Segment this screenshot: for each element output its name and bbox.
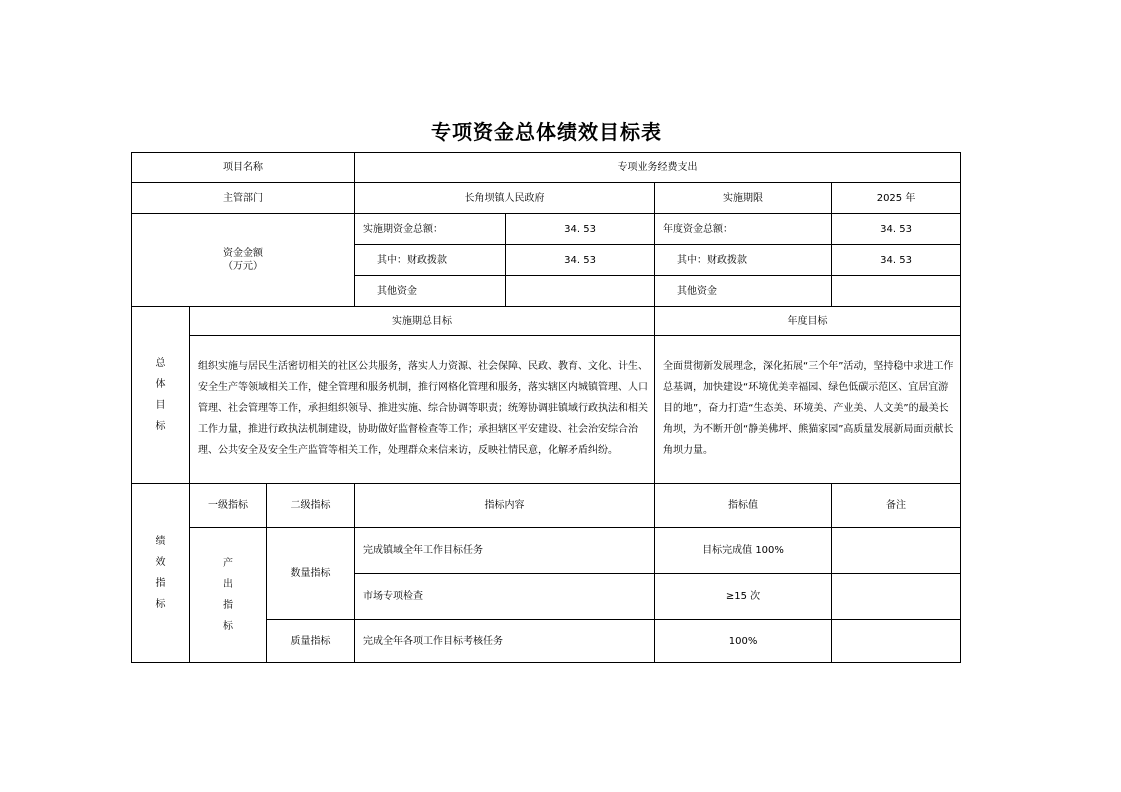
indicator-header-row	[132, 484, 961, 528]
overall-content-row	[132, 336, 961, 484]
overall-char-4: 标	[155, 421, 166, 432]
page-title: 专项资金总体绩效目标表	[431, 120, 662, 144]
department-row	[132, 183, 961, 214]
period-other-value	[506, 276, 655, 307]
overall-goal-side-label	[132, 307, 190, 484]
indicator-note	[832, 574, 961, 620]
level1-header: 一级指标	[190, 484, 267, 528]
annual-goal-text: 全面贯彻新发展理念，深化拓展“三个年”活动，坚持稳中求进工作总基调，加快建设“环境优美幸福园、绿色低碳示范区、宜居宜游目的地”，奋力打造“生态美、环境美、产业美、人文美”的最美长角坝，为不断开创“静美佛坪、熊猫家园”高质量发展新局面贡献长角坝力量。	[655, 336, 961, 484]
period-fiscal-value: 34. 53	[506, 245, 655, 276]
annual-total-label: 年度资金总额：	[655, 214, 832, 245]
period-other-label: 其他资金	[355, 276, 506, 307]
indicator-note	[832, 620, 961, 663]
value-header: 指标值	[655, 484, 832, 528]
indicator-content: 市场专项检查	[355, 574, 655, 620]
funds-label	[132, 214, 355, 307]
project-name-value: 专项业务经费支出	[355, 153, 961, 183]
performance-char-2: 效	[155, 557, 166, 568]
indicator-note	[832, 528, 961, 574]
period-label: 实施期限	[655, 183, 832, 214]
annual-fiscal-label: 其中：财政拨款	[655, 245, 832, 276]
overall-header-row	[132, 307, 961, 336]
performance-side-label	[132, 484, 190, 663]
quality-indicator-label: 质量指标	[267, 620, 355, 663]
annual-goal-header: 年度目标	[655, 307, 961, 336]
output-char-1: 产	[223, 558, 233, 569]
period-value: 2025 年	[832, 183, 961, 214]
project-name-row	[132, 153, 961, 183]
indicator-value: ≥15 次	[655, 574, 832, 620]
annual-fiscal-value: 34. 53	[832, 245, 961, 276]
overall-char-2: 体	[155, 379, 166, 390]
performance-char-4: 标	[155, 599, 166, 610]
output-char-3: 指	[223, 600, 233, 611]
indicator-value: 目标完成值 100%	[655, 528, 832, 574]
output-indicator-label	[190, 528, 267, 663]
output-char-4: 标	[223, 621, 233, 632]
funds-label-line1: 资金金额	[223, 248, 264, 259]
annual-other-label: 其他资金	[655, 276, 832, 307]
indicator-content: 完成镇域全年工作目标任务	[355, 528, 655, 574]
indicator-content: 完成全年各项工作目标考核任务	[355, 620, 655, 663]
output-char-2: 出	[223, 579, 233, 590]
overall-char-3: 目	[155, 400, 166, 411]
period-total-value: 34. 53	[506, 214, 655, 245]
department-value: 长角坝镇人民政府	[355, 183, 655, 214]
funds-label-line2: （万元）	[223, 261, 264, 272]
note-header: 备注	[832, 484, 961, 528]
period-total-label: 实施期资金总额：	[355, 214, 506, 245]
funds-total-row	[132, 214, 961, 245]
project-name-label: 项目名称	[132, 153, 355, 183]
indicator-value: 100%	[655, 620, 832, 663]
period-goal-text: 组织实施与居民生活密切相关的社区公共服务，落实人力资源、社会保障、民政、教育、文化、计生、安全生产等领域相关工作，健全管理和服务机制，推行网格化管理和服务，落实辖区内城镇管理、人口管理、社会管理等工作，承担组织领导、推进实施、综合协调等职责；统筹协调驻镇域行政执法和相关工作力量，推进行政执法机制建设，协助做好监督检查等工作；承担辖区平安建设、社会治安综合治理、公共安全及安全生产监管等相关工作，处理群众来信来访，反映社情民意，化解矛盾纠纷。	[190, 336, 655, 484]
performance-char-1: 绩	[155, 536, 166, 547]
department-label: 主管部门	[132, 183, 355, 214]
overall-char-1: 总	[155, 358, 166, 369]
annual-other-value	[832, 276, 961, 307]
annual-total-value: 34. 53	[832, 214, 961, 245]
performance-goal-table	[131, 152, 961, 663]
period-goal-header: 实施期总目标	[190, 307, 655, 336]
indicator-row	[132, 528, 961, 574]
performance-char-3: 指	[155, 578, 166, 589]
quantity-indicator-label: 数量指标	[267, 528, 355, 620]
period-fiscal-label: 其中：财政拨款	[355, 245, 506, 276]
level2-header: 二级指标	[267, 484, 355, 528]
content-header: 指标内容	[355, 484, 655, 528]
